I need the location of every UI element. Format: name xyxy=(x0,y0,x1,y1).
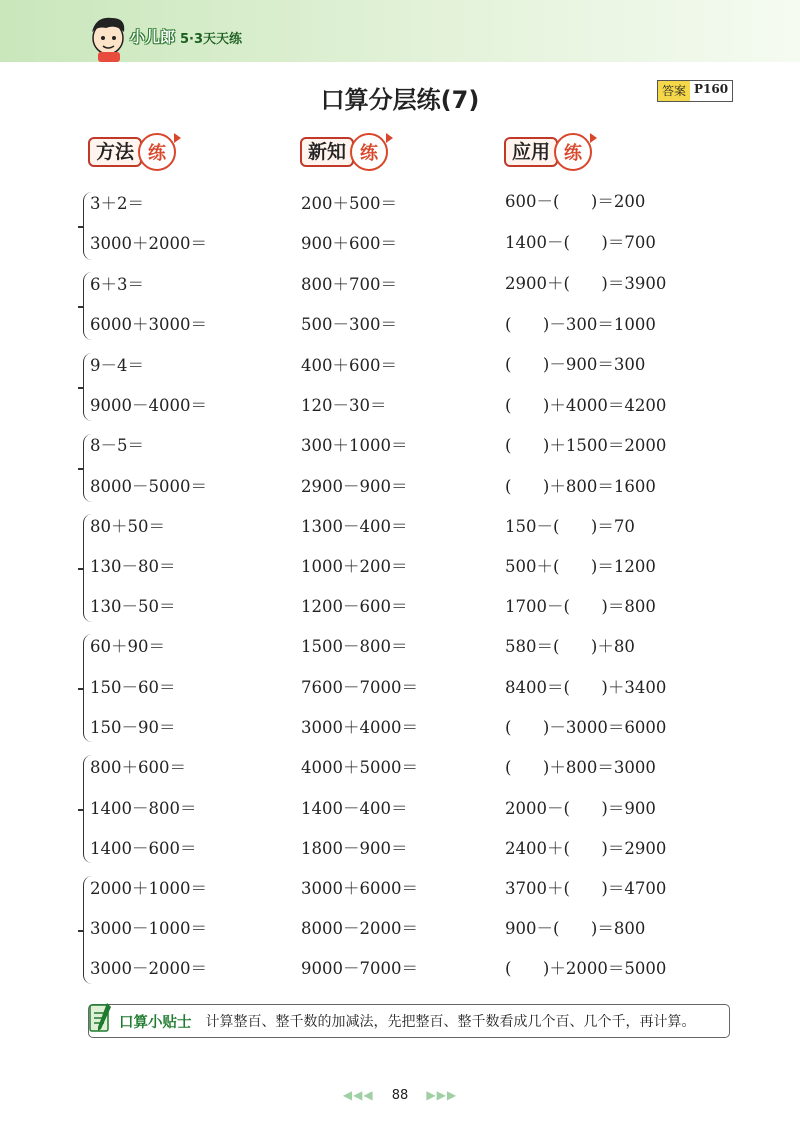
problem-apply: 150－( )＝70 xyxy=(505,517,635,536)
problem-method: 60＋90＝ xyxy=(90,637,165,656)
right-arrows-icon: ▶▶▶ xyxy=(426,1088,458,1102)
problem-apply: ( )＋800＝1600 xyxy=(505,477,656,496)
column-label: 新知 xyxy=(300,137,354,167)
problem-new: 500－300＝ xyxy=(301,315,397,334)
problem-new: 800＋700＝ xyxy=(301,275,397,294)
problem-method: 6＋3＝ xyxy=(90,275,144,294)
practice-badge: 练 xyxy=(554,133,592,171)
problem-new: 1400－400＝ xyxy=(301,799,408,818)
column-header-apply xyxy=(504,136,592,168)
problem-new: 1000＋200＝ xyxy=(301,557,408,576)
problem-new: 1200－600＝ xyxy=(301,597,408,616)
answer-page: P160 xyxy=(690,81,732,101)
problem-new: 8000－2000＝ xyxy=(301,919,418,938)
problem-apply: 2400＋( )＝2900 xyxy=(505,839,667,858)
problem-apply: 2000－( )＝900 xyxy=(505,799,656,818)
answer-label: 答案 xyxy=(658,81,690,101)
problem-apply: 1400－( )＝700 xyxy=(505,233,656,252)
brand-name: 小儿郎 xyxy=(130,28,176,46)
column-label: 应用 xyxy=(504,137,558,167)
tips-text: 计算整百、整千数的加减法，先把整百、整千数看成几个百、几个千，再计算。 xyxy=(205,1014,696,1030)
problem-method: 2000＋1000＝ xyxy=(90,879,207,898)
column-header-method xyxy=(88,136,176,168)
problem-apply: 500＋( )＝1200 xyxy=(505,557,656,576)
problem-method: 8－5＝ xyxy=(90,436,144,455)
problem-apply: 1700－( )＝800 xyxy=(505,597,656,616)
problem-apply: ( )＋2000＝5000 xyxy=(505,959,667,978)
problem-new: 2900－900＝ xyxy=(301,477,408,496)
problem-method: 130－50＝ xyxy=(90,597,176,616)
notepad-icon xyxy=(87,1001,113,1035)
problem-method: 9000－4000＝ xyxy=(90,396,207,415)
problem-method: 3000－2000＝ xyxy=(90,959,207,978)
series-name: 5·3天天练 xyxy=(180,32,243,47)
problem-new: 200＋500＝ xyxy=(301,194,397,213)
practice-badge: 练 xyxy=(350,133,388,171)
page-number: 88 xyxy=(391,1088,409,1103)
problem-method: 130－80＝ xyxy=(90,557,176,576)
column-label: 方法 xyxy=(88,137,142,167)
problem-apply: 8400＝( )＋3400 xyxy=(505,678,667,697)
problem-method: 150－90＝ xyxy=(90,718,176,737)
problem-new: 1300－400＝ xyxy=(301,517,408,536)
problem-new: 120－30＝ xyxy=(301,396,387,415)
problem-new: 9000－7000＝ xyxy=(301,959,418,978)
tips-title: 口算小贴士 xyxy=(119,1014,192,1031)
problem-apply: 900－( )＝800 xyxy=(505,919,646,938)
problem-apply: ( )＋4000＝4200 xyxy=(505,396,667,415)
problem-method: 3000＋2000＝ xyxy=(90,234,207,253)
problem-method: 3＋2＝ xyxy=(90,194,144,213)
page-title: 口算分层练(7) xyxy=(320,86,480,114)
column-header-new xyxy=(300,136,388,168)
problem-apply: 3700＋( )＝4700 xyxy=(505,879,667,898)
problem-method: 8000－5000＝ xyxy=(90,477,207,496)
problem-method: 6000＋3000＝ xyxy=(90,315,207,334)
problem-apply: ( )－900＝300 xyxy=(505,355,646,374)
answer-badge xyxy=(657,80,733,102)
problem-apply: 2900＋( )＝3900 xyxy=(505,274,667,293)
problem-new: 300＋1000＝ xyxy=(301,436,408,455)
practice-badge: 练 xyxy=(138,133,176,171)
problem-new: 3000＋4000＝ xyxy=(301,718,418,737)
page-footer xyxy=(0,1088,800,1103)
problem-new: 400＋600＝ xyxy=(301,356,397,375)
problem-method: 1400－600＝ xyxy=(90,839,197,858)
problem-apply: ( )＋800＝3000 xyxy=(505,758,656,777)
problem-apply: ( )－3000＝6000 xyxy=(505,718,667,737)
problem-method: 80＋50＝ xyxy=(90,517,165,536)
left-arrows-icon: ◀◀◀ xyxy=(342,1088,374,1102)
problem-method: 1400－800＝ xyxy=(90,799,197,818)
problem-method: 150－60＝ xyxy=(90,678,176,697)
problem-new: 3000＋6000＝ xyxy=(301,879,418,898)
problem-apply: ( )＋1500＝2000 xyxy=(505,436,667,455)
problem-new: 1500－800＝ xyxy=(301,637,408,656)
problem-method: 9－4＝ xyxy=(90,356,144,375)
problem-apply: ( )－300＝1000 xyxy=(505,315,656,334)
problem-method: 800＋600＝ xyxy=(90,758,186,777)
problem-new: 900＋600＝ xyxy=(301,234,397,253)
problem-method: 3000－1000＝ xyxy=(90,919,207,938)
problem-apply: 580＝( )＋80 xyxy=(505,637,635,656)
tips-box xyxy=(88,1004,730,1038)
problem-new: 4000＋5000＝ xyxy=(301,758,418,777)
problem-new: 7600－7000＝ xyxy=(301,678,418,697)
problem-apply: 600－( )＝200 xyxy=(505,192,646,211)
problem-new: 1800－900＝ xyxy=(301,839,408,858)
